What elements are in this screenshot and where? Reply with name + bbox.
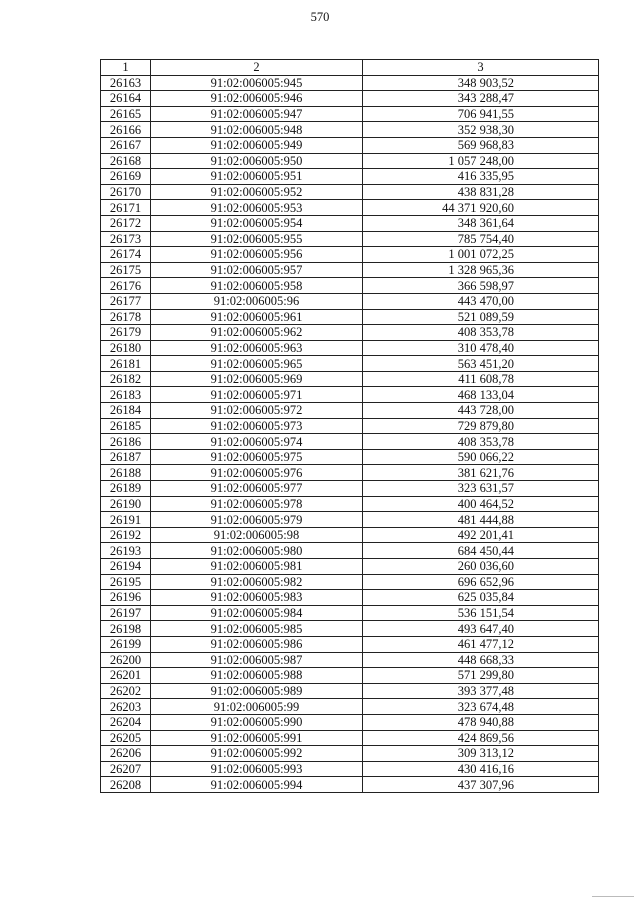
table-row	[101, 590, 599, 606]
cadastral-value: 348 903,52	[363, 75, 599, 91]
row-number: 26204	[101, 714, 151, 730]
cadastral-value: 310 478,40	[363, 340, 599, 356]
table-row	[101, 621, 599, 637]
cadastral-number: 91:02:006005:975	[151, 449, 363, 465]
cadastral-number: 91:02:006005:953	[151, 200, 363, 216]
table-row	[101, 418, 599, 434]
cadastral-value: 1 057 248,00	[363, 153, 599, 169]
row-number: 26163	[101, 75, 151, 91]
cadastral-number: 91:02:006005:973	[151, 418, 363, 434]
cadastral-value: 400 464,52	[363, 496, 599, 512]
row-number: 26167	[101, 137, 151, 153]
cadastral-value: 408 353,78	[363, 434, 599, 450]
cadastral-value: 1 328 965,36	[363, 262, 599, 278]
cadastral-value: 411 608,78	[363, 371, 599, 387]
table-row	[101, 356, 599, 372]
cadastral-number: 91:02:006005:974	[151, 434, 363, 450]
row-number: 26192	[101, 527, 151, 543]
cadastral-number: 91:02:006005:951	[151, 169, 363, 185]
row-number: 26173	[101, 231, 151, 247]
cadastral-value: 430 416,16	[363, 761, 599, 777]
row-number: 26190	[101, 496, 151, 512]
row-number: 26202	[101, 683, 151, 699]
header-col-3: 3	[363, 60, 599, 76]
cadastral-number: 91:02:006005:980	[151, 543, 363, 559]
table-row	[101, 605, 599, 621]
cadastral-number: 91:02:006005:945	[151, 75, 363, 91]
cadastral-number: 91:02:006005:952	[151, 184, 363, 200]
cadastral-value: 348 361,64	[363, 215, 599, 231]
cadastral-number: 91:02:006005:956	[151, 247, 363, 263]
table-row	[101, 122, 599, 138]
table-row	[101, 449, 599, 465]
cadastral-value: 706 941,55	[363, 106, 599, 122]
row-number: 26206	[101, 746, 151, 762]
table-row	[101, 340, 599, 356]
table-row	[101, 371, 599, 387]
cadastral-value: 343 288,47	[363, 91, 599, 107]
row-number: 26180	[101, 340, 151, 356]
row-number: 26188	[101, 465, 151, 481]
cadastral-value: 569 968,83	[363, 137, 599, 153]
cadastral-number: 91:02:006005:986	[151, 636, 363, 652]
table-row	[101, 247, 599, 263]
row-number: 26198	[101, 621, 151, 637]
cadastral-value: 260 036,60	[363, 559, 599, 575]
cadastral-number: 91:02:006005:972	[151, 403, 363, 419]
row-number: 26203	[101, 699, 151, 715]
row-number: 26177	[101, 293, 151, 309]
cadastral-value: 438 831,28	[363, 184, 599, 200]
table-row	[101, 777, 599, 793]
table-row	[101, 169, 599, 185]
row-number: 26170	[101, 184, 151, 200]
table-row	[101, 325, 599, 341]
row-number: 26183	[101, 387, 151, 403]
cadastral-value: 563 451,20	[363, 356, 599, 372]
row-number: 26199	[101, 636, 151, 652]
cadastral-number: 91:02:006005:976	[151, 465, 363, 481]
table-row	[101, 75, 599, 91]
cadastral-number: 91:02:006005:965	[151, 356, 363, 372]
cadastral-number: 91:02:006005:989	[151, 683, 363, 699]
cadastral-value: 408 353,78	[363, 325, 599, 341]
table-row	[101, 761, 599, 777]
cadastral-number: 91:02:006005:982	[151, 574, 363, 590]
row-number: 26194	[101, 559, 151, 575]
cadastral-value: 493 647,40	[363, 621, 599, 637]
cadastral-number: 91:02:006005:988	[151, 668, 363, 684]
page-number: 570	[310, 10, 330, 24]
table-row	[101, 574, 599, 590]
row-number: 26182	[101, 371, 151, 387]
row-number: 26208	[101, 777, 151, 793]
row-number: 26181	[101, 356, 151, 372]
row-number: 26175	[101, 262, 151, 278]
cadastral-number: 91:02:006005:991	[151, 730, 363, 746]
table-row	[101, 137, 599, 153]
row-number: 26184	[101, 403, 151, 419]
table-row	[101, 153, 599, 169]
cadastral-number: 91:02:006005:955	[151, 231, 363, 247]
cadastral-value: 424 869,56	[363, 730, 599, 746]
cadastral-value: 521 089,59	[363, 309, 599, 325]
cadastral-value: 492 201,41	[363, 527, 599, 543]
cadastral-number: 91:02:006005:990	[151, 714, 363, 730]
cadastral-value: 625 035,84	[363, 590, 599, 606]
cadastral-number: 91:02:006005:977	[151, 481, 363, 497]
row-number: 26165	[101, 106, 151, 122]
cadastral-value: 443 470,00	[363, 293, 599, 309]
cadastral-value: 684 450,44	[363, 543, 599, 559]
table-row	[101, 714, 599, 730]
cadastral-number: 91:02:006005:949	[151, 137, 363, 153]
cadastral-number: 91:02:006005:954	[151, 215, 363, 231]
table-row	[101, 309, 599, 325]
row-number: 26171	[101, 200, 151, 216]
cadastral-value: 785 754,40	[363, 231, 599, 247]
cadastral-number: 91:02:006005:950	[151, 153, 363, 169]
cadastral-value: 478 940,88	[363, 714, 599, 730]
cadastral-number: 91:02:006005:958	[151, 278, 363, 294]
cadastral-value: 416 335,95	[363, 169, 599, 185]
cadastral-number: 91:02:006005:992	[151, 746, 363, 762]
cadastral-number: 91:02:006005:947	[151, 106, 363, 122]
table-row	[101, 699, 599, 715]
cadastral-number: 91:02:006005:946	[151, 91, 363, 107]
row-number: 26166	[101, 122, 151, 138]
table-header-row	[101, 60, 599, 76]
cadastral-number: 91:02:006005:98	[151, 527, 363, 543]
table-row	[101, 278, 599, 294]
cadastral-number: 91:02:006005:969	[151, 371, 363, 387]
cadastral-number: 91:02:006005:985	[151, 621, 363, 637]
table-row	[101, 746, 599, 762]
table-row	[101, 683, 599, 699]
row-number: 26185	[101, 418, 151, 434]
cadastral-number: 91:02:006005:99	[151, 699, 363, 715]
row-number: 26197	[101, 605, 151, 621]
cadastral-value: 323 631,57	[363, 481, 599, 497]
table-row	[101, 527, 599, 543]
cadastral-value-table	[100, 59, 599, 793]
table-row	[101, 636, 599, 652]
row-number: 26200	[101, 652, 151, 668]
table-row	[101, 668, 599, 684]
cadastral-value: 323 674,48	[363, 699, 599, 715]
row-number: 26168	[101, 153, 151, 169]
table-row	[101, 652, 599, 668]
cadastral-value: 571 299,80	[363, 668, 599, 684]
cadastral-value: 729 879,80	[363, 418, 599, 434]
row-number: 26193	[101, 543, 151, 559]
table-row	[101, 215, 599, 231]
row-number: 26189	[101, 481, 151, 497]
row-number: 26176	[101, 278, 151, 294]
cadastral-value: 309 313,12	[363, 746, 599, 762]
cadastral-number: 91:02:006005:978	[151, 496, 363, 512]
cadastral-value: 366 598,97	[363, 278, 599, 294]
row-number: 26207	[101, 761, 151, 777]
table-row	[101, 465, 599, 481]
cadastral-number: 91:02:006005:971	[151, 387, 363, 403]
table-row	[101, 387, 599, 403]
cadastral-value: 481 444,88	[363, 512, 599, 528]
table-row	[101, 559, 599, 575]
table-row	[101, 293, 599, 309]
table-row	[101, 730, 599, 746]
row-number: 26179	[101, 325, 151, 341]
row-number: 26164	[101, 91, 151, 107]
cadastral-value: 437 307,96	[363, 777, 599, 793]
cadastral-value: 443 728,00	[363, 403, 599, 419]
cadastral-number: 91:02:006005:979	[151, 512, 363, 528]
table-row	[101, 262, 599, 278]
cadastral-value: 696 652,96	[363, 574, 599, 590]
cadastral-value: 536 151,54	[363, 605, 599, 621]
table-row	[101, 403, 599, 419]
table-row	[101, 512, 599, 528]
row-number: 26205	[101, 730, 151, 746]
table-row	[101, 106, 599, 122]
cadastral-number: 91:02:006005:962	[151, 325, 363, 341]
row-number: 26196	[101, 590, 151, 606]
row-number: 26186	[101, 434, 151, 450]
cadastral-value: 352 938,30	[363, 122, 599, 138]
table-body	[101, 60, 599, 793]
row-number: 26169	[101, 169, 151, 185]
cadastral-number: 91:02:006005:963	[151, 340, 363, 356]
cadastral-number: 91:02:006005:984	[151, 605, 363, 621]
cadastral-number: 91:02:006005:957	[151, 262, 363, 278]
cadastral-number: 91:02:006005:994	[151, 777, 363, 793]
cadastral-number: 91:02:006005:96	[151, 293, 363, 309]
header-col-1: 1	[101, 60, 151, 76]
row-number: 26172	[101, 215, 151, 231]
header-col-2: 2	[151, 60, 363, 76]
cadastral-value: 381 621,76	[363, 465, 599, 481]
row-number: 26195	[101, 574, 151, 590]
cadastral-value: 44 371 920,60	[363, 200, 599, 216]
cadastral-number: 91:02:006005:987	[151, 652, 363, 668]
cadastral-number: 91:02:006005:948	[151, 122, 363, 138]
table-row	[101, 91, 599, 107]
table-row	[101, 543, 599, 559]
scan-edge-mark	[592, 896, 634, 897]
table-row	[101, 184, 599, 200]
cadastral-value: 393 377,48	[363, 683, 599, 699]
cadastral-value: 468 133,04	[363, 387, 599, 403]
row-number: 26178	[101, 309, 151, 325]
row-number: 26201	[101, 668, 151, 684]
table-row	[101, 496, 599, 512]
cadastral-number: 91:02:006005:993	[151, 761, 363, 777]
table-row	[101, 481, 599, 497]
cadastral-number: 91:02:006005:981	[151, 559, 363, 575]
cadastral-number: 91:02:006005:983	[151, 590, 363, 606]
cadastral-number: 91:02:006005:961	[151, 309, 363, 325]
row-number: 26187	[101, 449, 151, 465]
cadastral-value: 448 668,33	[363, 652, 599, 668]
row-number: 26191	[101, 512, 151, 528]
cadastral-value: 461 477,12	[363, 636, 599, 652]
table-row	[101, 231, 599, 247]
table-row	[101, 200, 599, 216]
table-row	[101, 434, 599, 450]
cadastral-value: 590 066,22	[363, 449, 599, 465]
row-number: 26174	[101, 247, 151, 263]
cadastral-value: 1 001 072,25	[363, 247, 599, 263]
